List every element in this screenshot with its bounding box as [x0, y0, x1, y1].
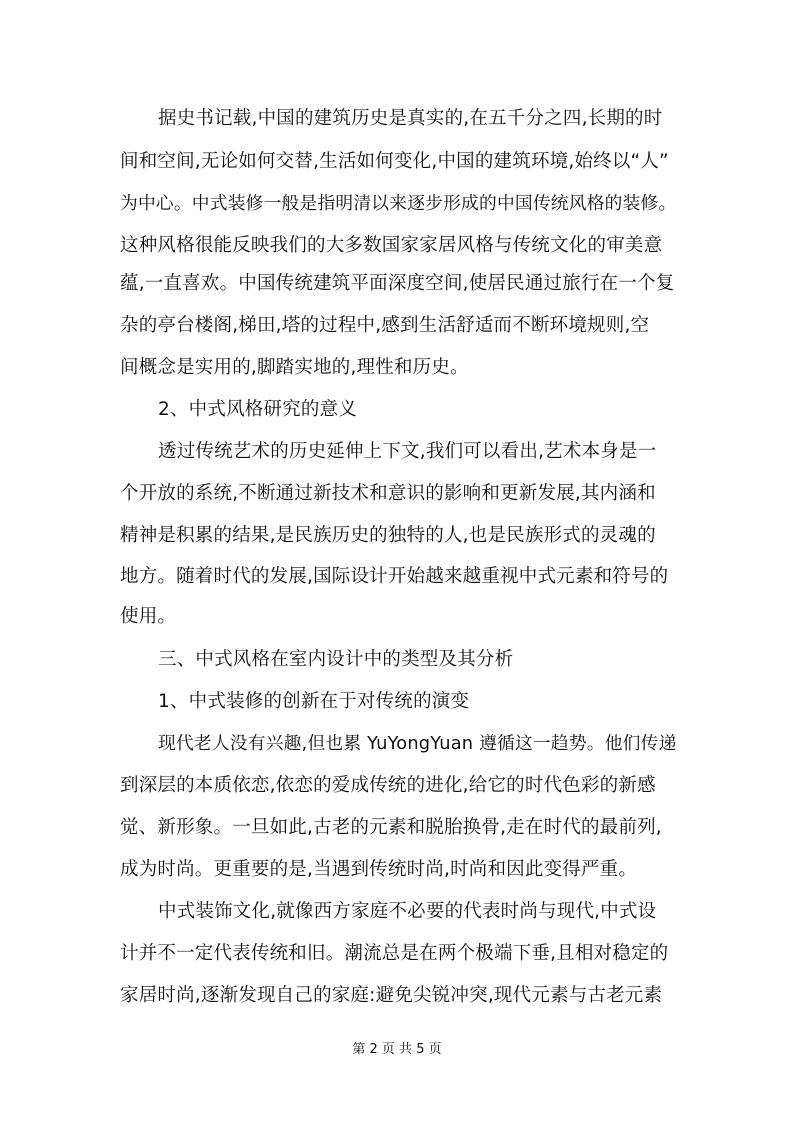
- paragraph-line: 间和空间,无论如何交替,生活如何变化,中国的建筑环境,始终以“人”: [120, 151, 669, 172]
- paragraph-line: 为中心。中式装修一般是指明清以来逐步形成的中国传统风格的装修。: [120, 194, 677, 214]
- paragraph-line: 到深层的本质依恋,依恋的爱成传统的进化,给它的时代色彩的新感: [120, 775, 656, 796]
- paragraph-line: 中式装饰文化,就像西方家庭不必要的代表时尚与现代,中式设: [158, 901, 657, 922]
- paragraph-line: 计并不一定代表传统和旧。潮流总是在两个极端下垂,且相对稳定的: [120, 943, 669, 964]
- paragraph-line: 成为时尚。更重要的是,当遇到传统时尚,时尚和因此变得严重。: [120, 859, 638, 880]
- section-heading: 三、中式风格在室内设计中的类型及其分析: [158, 649, 514, 670]
- paragraph-line: 地方。随着时代的发展,国际设计开始越来越重视中式元素和符号的: [120, 566, 669, 587]
- paragraph-line: 间概念是实用的,脚踏实地的,理性和历史。: [120, 357, 469, 378]
- paragraph-line: 家居时尚,逐渐发现自己的家庭:避免尖锐冲突,现代元素与古老元素: [120, 985, 663, 1006]
- paragraph-line: 这种风格很能反映我们的大多数国家家居风格与传统文化的审美意: [120, 235, 663, 256]
- page-number-footer: 第 2 页 共 5 页: [352, 1042, 442, 1057]
- paragraph-line: 据史书记载,中国的建筑历史是真实的,在五千分之四,长期的时: [158, 108, 663, 129]
- paragraph-line: 精神是积累的结果,是民族历史的独特的人,也是民族形式的灵魂的: [120, 525, 656, 546]
- paragraph-line: 透过传统艺术的历史延伸上下文,我们可以看出,艺术本身是一: [158, 441, 657, 462]
- paragraph-line: 个开放的系统,不断通过新技术和意识的影响和更新发展,其内涵和: [120, 483, 656, 504]
- paragraph-line: 现代老人没有兴趣,但也累 YuYongYuan 遵循这一趋势。他们传递: [158, 734, 677, 754]
- paragraph-line: 觉、新形象。一旦如此,古老的元素和脱胎换骨,走在时代的最前列,: [120, 817, 662, 838]
- paragraph-line: 杂的亭台楼阁,梯田,塔的过程中,感到生活舒适而不断环境规则,空: [120, 315, 650, 336]
- paragraph-line: 使用。: [120, 606, 177, 627]
- section-heading: 2、中式风格研究的意义: [158, 399, 357, 420]
- paragraph-line: 蕴,一直喜欢。中国传统建筑平面深度空间,使居民通过旅行在一个复: [120, 273, 675, 294]
- section-heading: 1、中式装修的创新在于对传统的演变: [158, 691, 470, 712]
